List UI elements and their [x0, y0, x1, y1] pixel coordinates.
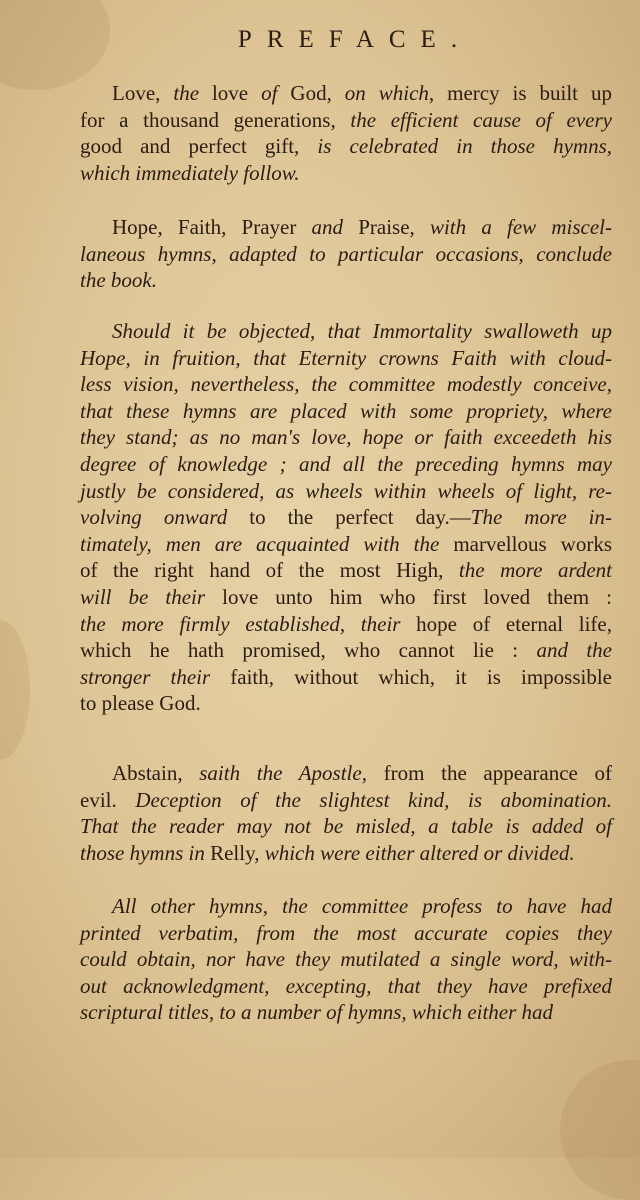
- italic-run: That the reader may not be misled, a table is added of: [80, 814, 612, 839]
- roman-run: Praise,: [343, 215, 430, 239]
- italic-run: which immediately follow.: [80, 160, 300, 185]
- text-line: [80, 557, 612, 584]
- roman-run: Abstain,: [112, 761, 200, 785]
- text-line: [80, 637, 612, 664]
- italic-run: The more in-: [470, 505, 612, 530]
- italic-run: volving onward: [80, 505, 228, 530]
- italic-run: scriptural titles, to a number of hymns, which either had: [80, 1000, 554, 1025]
- italic-run: justly be considered, as wheels within wheels of light, re-: [80, 478, 612, 503]
- italic-run: stronger their: [80, 664, 211, 689]
- italic-run: degree of knowledge ; and all the preceding hymns may: [80, 451, 612, 476]
- italic-run: the book.: [80, 268, 157, 293]
- text-line: [80, 531, 612, 558]
- text-line: [80, 267, 612, 294]
- roman-run: marvellous works: [439, 531, 612, 556]
- text-line: [80, 107, 612, 134]
- roman-run: faith, without which, it is impossible: [210, 664, 612, 689]
- text-line: [80, 920, 612, 947]
- italic-run: printed verbatim, from the most accurate copies they: [80, 920, 612, 945]
- roman-run: good and perfect gift,: [80, 134, 318, 159]
- italic-run: could obtain, nor have they mutilated a single word, with-: [80, 947, 612, 972]
- italic-run: the more firmly established, their: [80, 611, 401, 636]
- italic-run: out acknowledgment, excepting, that they have prefixed: [80, 973, 612, 998]
- italic-run: those hymns in: [80, 840, 205, 865]
- text-line: [80, 478, 612, 505]
- roman-run: hope of eternal life,: [400, 611, 612, 636]
- italic-run: laneous hymns, adapted to particular occasions, conclude: [80, 241, 612, 266]
- text-line: [80, 690, 612, 717]
- text-line: [80, 80, 612, 107]
- roman-run: to please God.: [80, 691, 201, 716]
- roman-run: from the appearance of: [366, 761, 613, 785]
- roman-run: mercy is built up: [434, 81, 612, 105]
- text-line: [80, 451, 612, 478]
- text-line: [80, 946, 612, 973]
- italic-run: less vision, nevertheless, the committee modestly conceive,: [80, 372, 612, 397]
- text-line: [80, 840, 612, 867]
- text-line: [80, 241, 612, 268]
- italic-run: and the: [536, 638, 613, 663]
- italic-run: All other hymns, the committee profess to have had: [112, 894, 612, 918]
- text-line: [80, 973, 612, 1000]
- roman-run: which he hath promised, who cannot lie :: [80, 638, 537, 663]
- text-line: [80, 584, 612, 611]
- italic-run: of: [261, 81, 278, 105]
- italic-run: and: [311, 215, 344, 239]
- roman-run: to the perfect day.—: [227, 505, 471, 530]
- roman-run: God,: [277, 81, 345, 105]
- page-header: PREFACE.: [237, 26, 473, 53]
- text-line: [80, 504, 612, 531]
- text-line: [80, 160, 612, 187]
- roman-run: evil.: [80, 787, 136, 812]
- text-line: [80, 318, 612, 345]
- roman-run: Love,: [112, 81, 174, 105]
- italic-run: Hope, in fruition, that Eternity crowns Faith with cloud-: [80, 345, 612, 370]
- paragraph-1: [80, 80, 612, 186]
- italic-run: timately, men are acquainted with the: [80, 531, 440, 556]
- italic-run: the: [173, 81, 200, 105]
- italic-run: which were either altered or divided.: [264, 840, 575, 865]
- roman-run: Hope, Faith, Prayer: [112, 215, 312, 239]
- italic-run: will be their: [80, 584, 206, 609]
- text-line: [80, 999, 612, 1026]
- text-line: [80, 345, 612, 372]
- text-line: [80, 760, 612, 787]
- roman-run: for a thousand generations,: [80, 107, 351, 132]
- paragraph-5: [80, 893, 612, 1026]
- italic-run: they stand; as no man's love, hope or faith exceedeth his: [80, 425, 612, 450]
- paragraph-4: [80, 760, 612, 866]
- paragraph-2: [80, 214, 612, 294]
- italic-run: the more ardent: [458, 558, 612, 583]
- text-line: [80, 611, 612, 638]
- roman-run: of the right hand of the most High,: [80, 558, 459, 583]
- italic-run: on which,: [344, 81, 435, 105]
- italic-run: saith the Apostle,: [199, 761, 367, 785]
- roman-run: Relly,: [204, 840, 265, 865]
- text-line: [80, 133, 612, 160]
- italic-run: the efficient cause of every: [350, 107, 612, 132]
- italic-run: is celebrated in those hymns,: [317, 134, 612, 159]
- text-line: [80, 214, 612, 241]
- text-line: [80, 424, 612, 451]
- text-line: [80, 371, 612, 398]
- italic-run: that these hymns are placed with some propriety, where: [80, 398, 612, 423]
- text-line: [80, 813, 612, 840]
- roman-run: love unto him who first loved them :: [205, 584, 612, 609]
- italic-run: Should it be objected, that Immortality swalloweth up: [112, 319, 612, 343]
- italic-run: with a few miscel-: [429, 215, 612, 239]
- paragraph-3: [80, 318, 612, 717]
- text-line: [80, 398, 612, 425]
- text-line: [80, 787, 612, 814]
- text-line: [80, 664, 612, 691]
- italic-run: Deception of the slightest kind, is abomination.: [135, 787, 613, 812]
- roman-run: love: [199, 81, 262, 105]
- text-line: [80, 893, 612, 920]
